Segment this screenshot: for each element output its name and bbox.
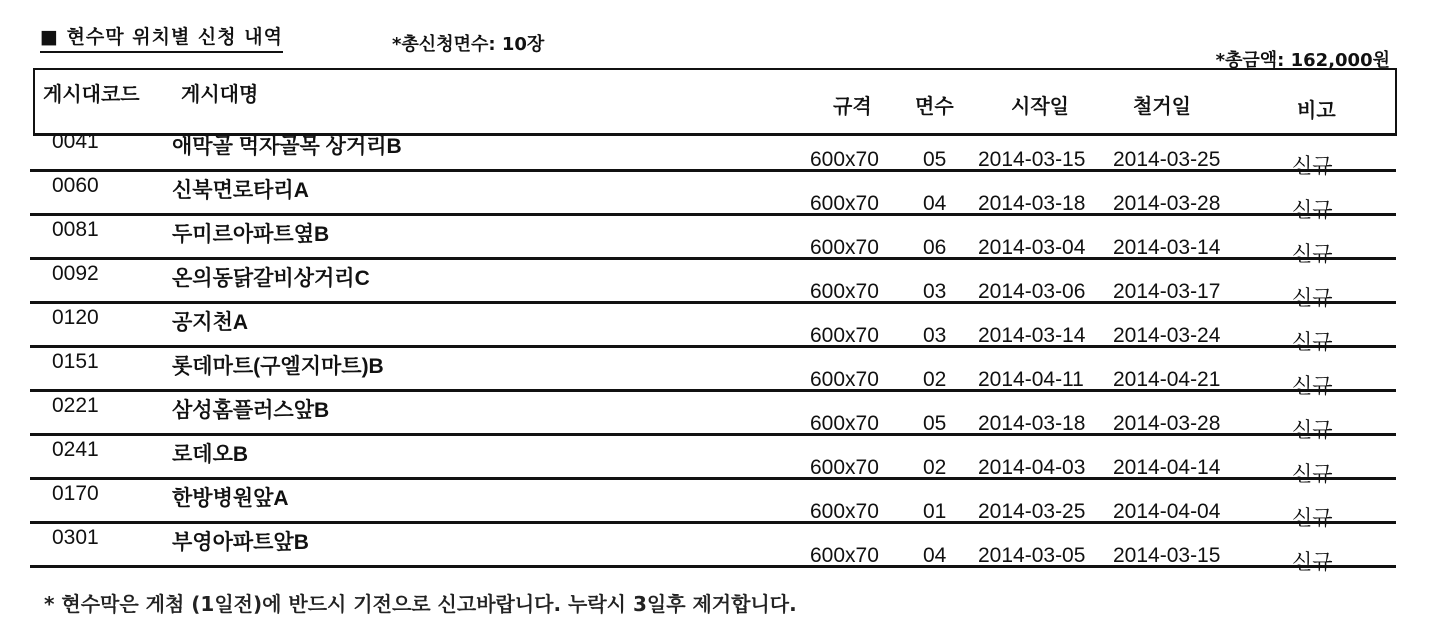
cell-start: 2014-03-15	[978, 148, 1086, 171]
cell-code: 0221	[52, 394, 99, 417]
cell-start: 2014-03-25	[978, 500, 1086, 523]
column-header-spec: 규격	[833, 96, 872, 118]
cell-spec: 600x70	[810, 236, 879, 259]
cell-start: 2014-03-18	[978, 412, 1086, 435]
table-row	[30, 172, 1396, 222]
cell-spec: 600x70	[810, 368, 879, 391]
cell-start: 2014-03-14	[978, 324, 1086, 347]
cell-qty: 04	[923, 192, 947, 215]
cell-qty: 05	[923, 148, 947, 171]
cell-note: 신규	[1292, 375, 1333, 398]
cell-end: 2014-04-04	[1113, 500, 1221, 523]
total-count-text: *총신청면수: 10장	[392, 34, 545, 55]
table-row	[30, 304, 1396, 354]
cell-code: 0170	[52, 482, 99, 505]
cell-code: 0041	[52, 130, 99, 153]
cell-qty: 03	[923, 324, 947, 347]
footnote: * 현수막은 게첨 (1일전)에 반드시 기전으로 신고바랍니다. 누락시 3일후 제거합니다.	[44, 592, 797, 616]
cell-name: 롯데마트(구엘지마트)B	[172, 355, 384, 378]
cell-qty: 02	[923, 368, 947, 391]
column-header-end: 철거일	[1133, 96, 1191, 118]
cell-spec: 600x70	[810, 500, 879, 523]
cell-name: 온의동닭갈비상거리C	[172, 267, 370, 290]
cell-note: 신규	[1292, 507, 1333, 530]
cell-spec: 600x70	[810, 324, 879, 347]
cell-spec: 600x70	[810, 412, 879, 435]
cell-code: 0301	[52, 526, 99, 549]
cell-note: 신규	[1292, 551, 1333, 574]
cell-spec: 600x70	[810, 192, 879, 215]
table-row	[30, 348, 1396, 398]
cell-start: 2014-03-04	[978, 236, 1086, 259]
cell-name: 신북면로타리A	[172, 179, 309, 202]
cell-qty: 01	[923, 500, 947, 523]
table-row	[30, 480, 1396, 530]
cell-end: 2014-03-17	[1113, 280, 1221, 303]
table-row	[30, 216, 1396, 266]
cell-note: 신규	[1292, 199, 1333, 222]
table-row	[30, 524, 1396, 574]
cell-spec: 600x70	[810, 544, 879, 567]
table-row	[30, 260, 1396, 310]
cell-code: 0081	[52, 218, 99, 241]
cell-qty: 04	[923, 544, 947, 567]
cell-code: 0060	[52, 174, 99, 197]
cell-note: 신규	[1292, 463, 1333, 486]
cell-name: 애막골 먹자골목 상거리B	[172, 135, 402, 158]
cell-start: 2014-03-06	[978, 280, 1086, 303]
cell-qty: 06	[923, 236, 947, 259]
cell-start: 2014-04-11	[978, 368, 1084, 391]
cell-name: 공지천A	[172, 311, 249, 334]
cell-code: 0151	[52, 350, 99, 373]
cell-start: 2014-03-05	[978, 544, 1086, 567]
cell-note: 신규	[1292, 287, 1333, 310]
cell-end: 2014-03-24	[1113, 324, 1221, 347]
cell-note: 신규	[1292, 331, 1333, 354]
cell-code: 0241	[52, 438, 99, 461]
cell-start: 2014-03-18	[978, 192, 1086, 215]
cell-qty: 02	[923, 456, 947, 479]
total-amount-text: *총금액: 162,000원	[1215, 50, 1390, 71]
cell-spec: 600x70	[810, 456, 879, 479]
cell-end: 2014-03-28	[1113, 412, 1221, 435]
column-header-note: 비고	[1297, 100, 1336, 122]
cell-code: 0120	[52, 306, 99, 329]
cell-end: 2014-03-14	[1113, 236, 1221, 259]
table-row	[30, 436, 1396, 486]
cell-name: 삼성홈플러스앞B	[172, 399, 330, 422]
table-row	[30, 128, 1396, 178]
cell-note: 신규	[1292, 155, 1333, 178]
cell-end: 2014-04-21	[1113, 368, 1221, 391]
cell-note: 신규	[1292, 243, 1333, 266]
cell-qty: 05	[923, 412, 947, 435]
cell-code: 0092	[52, 262, 99, 285]
cell-note: 신규	[1292, 419, 1333, 442]
section-heading: ■ 현수막 위치별 신청 내역	[40, 22, 283, 53]
column-header-start: 시작일	[1011, 96, 1069, 118]
cell-end: 2014-03-15	[1113, 544, 1221, 567]
cell-name: 로데오B	[172, 443, 249, 466]
cell-end: 2014-03-28	[1113, 192, 1221, 215]
cell-name: 부영아파트앞B	[172, 531, 309, 554]
table-header	[33, 68, 1397, 136]
cell-end: 2014-03-25	[1113, 148, 1221, 171]
table-row	[30, 392, 1396, 442]
cell-name: 두미르아파트옆B	[172, 223, 330, 246]
cell-end: 2014-04-14	[1113, 456, 1221, 479]
cell-spec: 600x70	[810, 280, 879, 303]
column-header-qty: 면수	[915, 96, 954, 118]
cell-name: 한방병원앞A	[172, 487, 289, 510]
cell-start: 2014-04-03	[978, 456, 1086, 479]
column-header-code: 게시대코드	[43, 84, 140, 106]
cell-qty: 03	[923, 280, 947, 303]
cell-spec: 600x70	[810, 148, 879, 171]
column-header-name: 게시대명	[181, 84, 259, 106]
